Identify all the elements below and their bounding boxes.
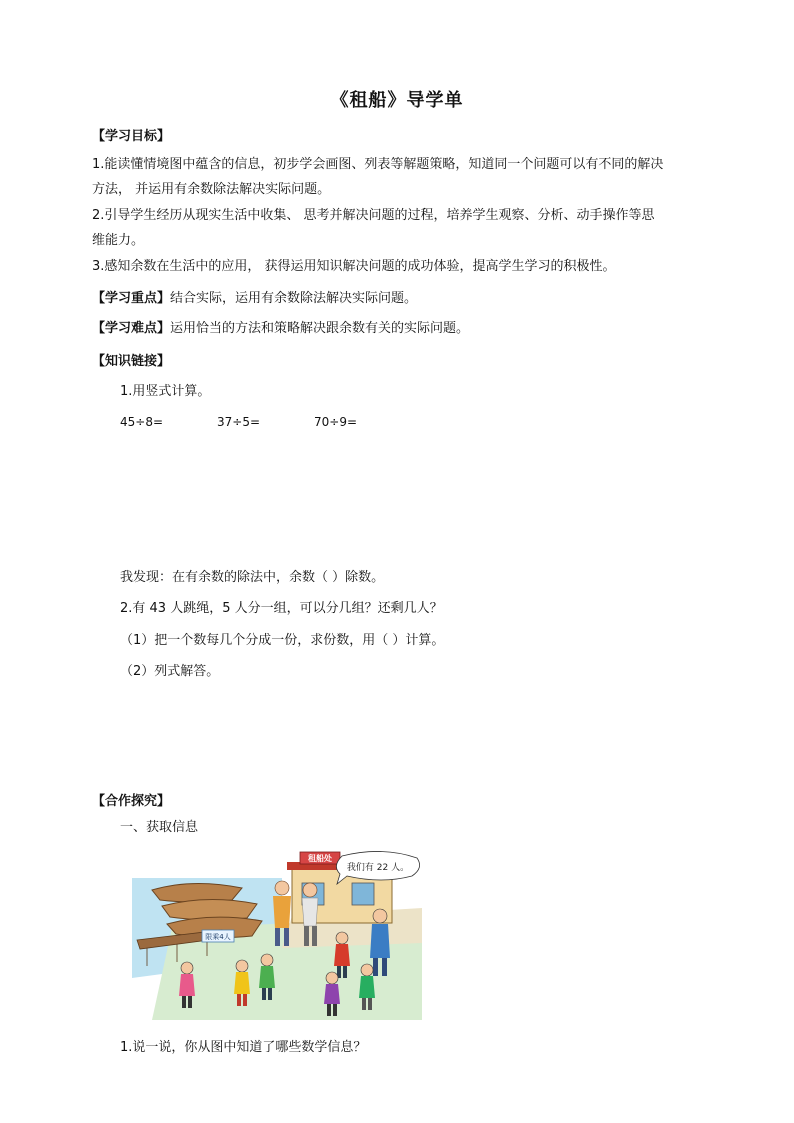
knowledge-q2: 2.有 43 人跳绳，5 人分一组，可以分几组？还剩几人？ <box>120 601 443 616</box>
objective-line-5: 3.感知余数在生活中的应用， 获得运用知识解决问题的成功体验，提高学生学习的积极性。 <box>92 259 616 274</box>
knowledge-q2-part2: （2）列式解答。 <box>120 664 220 679</box>
objective-line-1: 1.能读懂情境图中蕴含的信息，初步学会画图、列表等解题策略，知道同一个问题可以有不同的解决 <box>92 157 664 172</box>
difficulty-text: 运用恰当的方法和策略解决跟余数有关的实际问题。 <box>170 321 470 336</box>
objective-line-3: 2.引导学生经历从现实生活中收集、 思考并解决问题的过程，培养学生观察、分析、动手操作等思 <box>92 208 655 223</box>
explore-heading: 【合作探究】 <box>92 794 171 809</box>
knowledge-q1: 1.用竖式计算。 <box>120 384 211 399</box>
focus-row <box>92 291 417 307</box>
expr-70-div-9: 70÷9= <box>314 415 358 429</box>
objective-line-2: 方法， 并运用有余数除法解决实际问题。 <box>92 182 331 197</box>
objectives-heading: 【学习目标】 <box>92 129 171 144</box>
expr-45-div-8: 45÷8= <box>120 415 164 429</box>
focus-text: 结合实际，运用有余数除法解决实际问题。 <box>170 291 418 306</box>
expr-37-div-5: 37÷5= <box>217 415 261 429</box>
speech-bubble-text: 我们有 22 人。 <box>346 863 410 873</box>
difficulty-row <box>92 321 469 337</box>
objective-line-4: 维能力。 <box>92 233 145 248</box>
difficulty-label: 【学习难点】 <box>92 321 171 336</box>
knowledge-q2-part1: （1）把一个数每几个分成一份，求份数，用（ ）计算。 <box>120 633 445 648</box>
page-title: 《租船》导学单 <box>330 90 464 111</box>
focus-label: 【学习重点】 <box>92 291 171 306</box>
boat-capacity-sign: 限乘4人 <box>205 933 231 941</box>
rental-sign: 租船处 <box>308 854 332 863</box>
explore-step1: 一、获取信息 <box>120 820 199 835</box>
explore-question-1: 1.说一说，你从图中知道了哪些数学信息？ <box>120 1040 367 1055</box>
boat-rental-illustration <box>132 848 422 1020</box>
knowledge-heading: 【知识链接】 <box>92 354 171 369</box>
finding-line: 我发现：在有余数的除法中，余数（ ）除数。 <box>120 570 385 585</box>
